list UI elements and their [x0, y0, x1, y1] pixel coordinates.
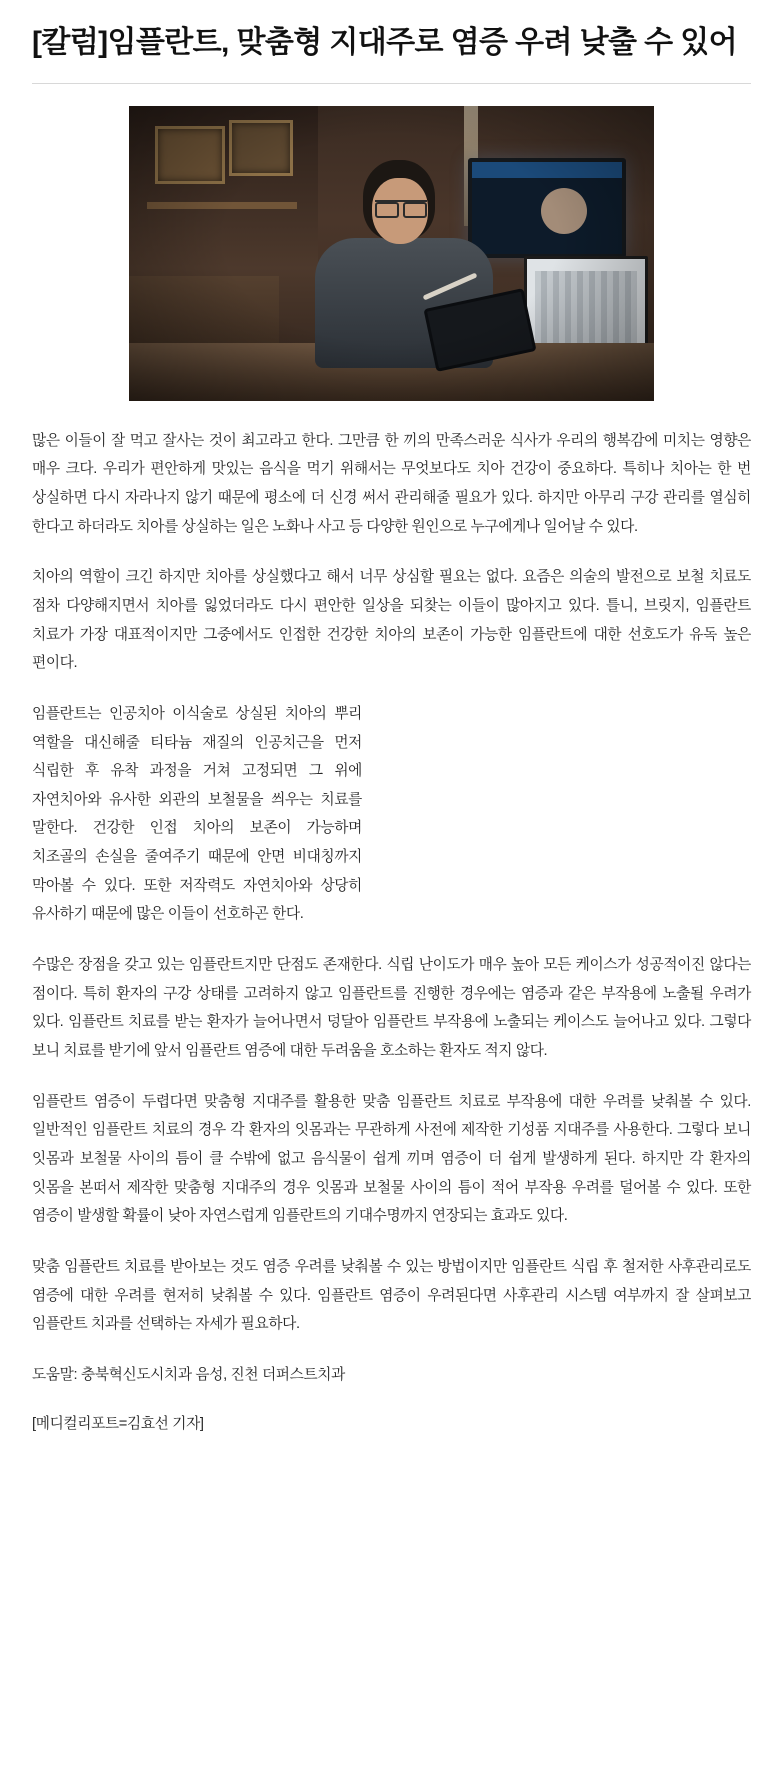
- article-figure: [32, 106, 751, 401]
- article-byline: [메디컬리포트=김효선 기자]: [32, 1415, 204, 1432]
- page-title: [칼럼]임플란트, 맞춤형 지대주로 염증 우려 낮출 수 있어: [32, 26, 738, 59]
- article-paragraph: 수많은 장점을 갖고 있는 임플란트지만 단점도 존재한다. 식립 난이도가 매우 높아 모든 케이스가 성공적이진 않다는 점이다. 특히 환자의 구강 상태를 고려하지 않고 임플란트를 진행한 경우에는 염증과 같은 부작용에 노출될 우려가 있다. 임플란트 치료를 받는 환자가 늘어나면서 덩달아 임플란트 부작용에 노출되는 케이스도 늘어나고 있다. 그렇다 보니 치료를 받기에 앞서 임플란트 염증에 대한 두려움을 호소하는 환자도 적지 않다.: [32, 957, 751, 1060]
- page-bottom-space: [32, 1438, 751, 1478]
- title-divider: [32, 83, 751, 84]
- article-paragraph: 임플란트는 인공치아 이식술로 상실된 치아의 뿌리 역할을 대신해줄 티타늄 재질의 인공치근을 먼저 식립한 후 유착 과정을 거쳐 고정되면 그 위에 자연치아와 유사한 외관의 보철물을 씌우는 치료를 말한다. 건강한 인접 치아의 보존이 가능하며 치조골의 손실을 줄여주기 때문에 안면 비대칭까지 막아볼 수 있다. 또한 저작력도 자연치아와 상당히 유사하기 때문에 많은 이들이 선호하곤 한다.: [32, 705, 362, 923]
- photo-vignette: [129, 106, 654, 401]
- article-body: [32, 427, 751, 1439]
- article-paragraph: 맞춤 임플란트 치료를 받아보는 것도 염증 우려를 낮춰볼 수 있는 방법이지만 임플란트 식립 후 철저한 사후관리로도 염증에 대한 우려를 현저히 낮춰볼 수 있다. 임플란트 염증이 우려된다면 사후관리 시스템 여부까지 잘 살펴보고 임플란트 치과를 선택하는 자세가 필요하다.: [32, 1259, 751, 1333]
- article-paragraph: 임플란트 염증이 두렵다면 맞춤형 지대주를 활용한 맞춤 임플란트 치료로 부작용에 대한 우려를 낮춰볼 수 있다. 일반적인 임플란트 치료의 경우 각 환자의 잇몸과는 무관하게 사전에 제작한 기성품 지대주를 사용한다. 그렇다 보니 잇몸과 보철물 사이의 틈이 클 수밖에 없고 음식물이 쉽게 끼며 염증이 더 쉽게 발생하게 된다. 하지만 각 환자의 잇몸을 본떠서 제작한 맞춤형 지대주의 경우 잇몸과 보철물 사이의 틈이 적어 부작용 우려를 덜어볼 수 있다. 또한 염증이 발생할 확률이 낮아 자연스럽게 임플란트의 기대수명까지 연장되는 효과도 있다.: [32, 1093, 751, 1225]
- article-paragraph: 치아의 역할이 크긴 하지만 치아를 상실했다고 해서 너무 상심할 필요는 없다. 요즘은 의술의 발전으로 보철 치료도 점차 다양해지면서 치아를 잃었더라도 다시 편안한 일상을 되찾는 이들이 많아지고 있다. 틀니, 브릿지, 임플란트 치료가 가장 대표적이지만 그중에서도 인접한 건강한 치아의 보존이 가능한 임플란트에 대한 선호도가 유독 높은 편이다.: [32, 569, 751, 672]
- article-help-note: 도움말: 충북혁신도시치과 음성, 진천 더퍼스트치과: [32, 1366, 345, 1383]
- article-photo: [129, 106, 654, 401]
- article-paragraph: 많은 이들이 잘 먹고 잘사는 것이 최고라고 한다. 그만큼 한 끼의 만족스러운 식사가 우리의 행복감에 미치는 영향은 매우 크다. 우리가 편안하게 맛있는 음식을 먹기 위해서는 무엇보다도 치아 건강이 중요하다. 특히나 치아는 한 번 상실하면 다시 자라나지 않기 때문에 평소에 더 신경 써서 관리해줄 필요가 있다. 하지만 아무리 구강 관리를 열심히 한다고 하더라도 치아를 상실하는 일은 노화나 사고 등 다양한 원인으로 누구에게나 일어날 수 있다.: [32, 432, 751, 535]
